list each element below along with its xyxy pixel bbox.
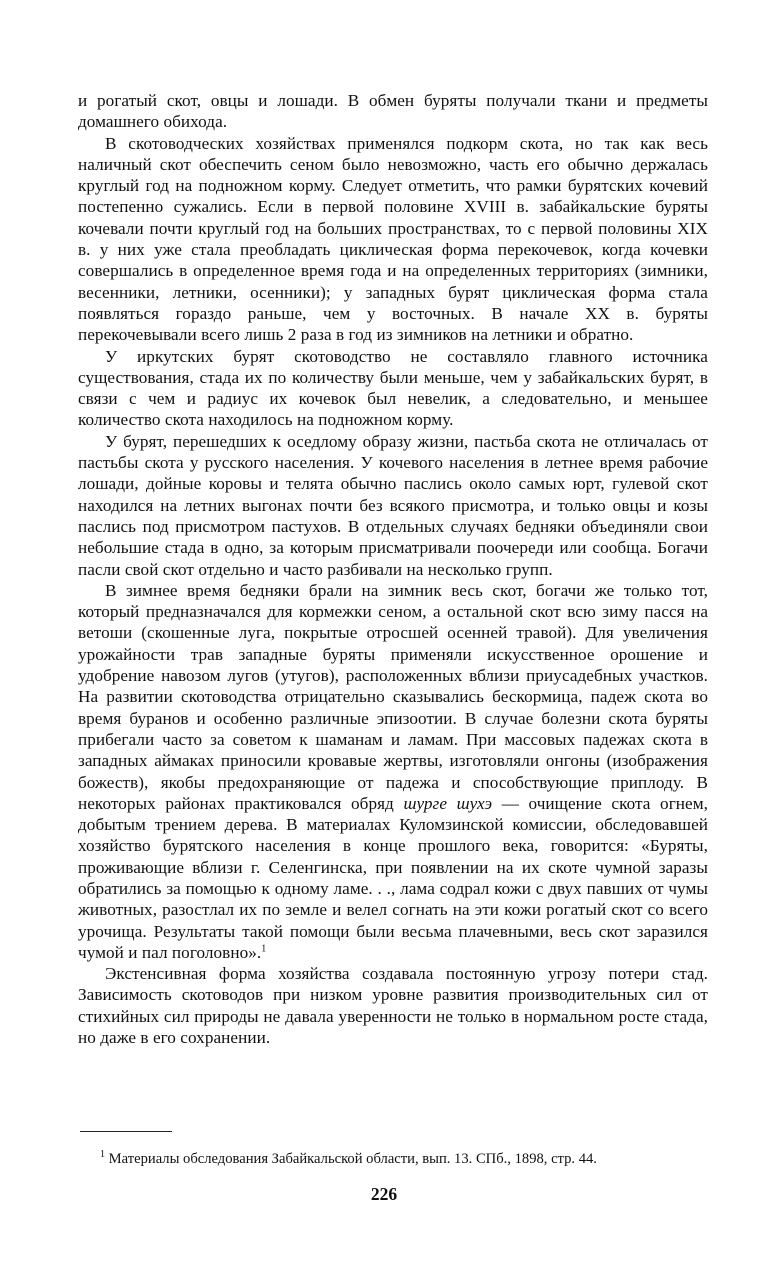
footnote [100,1150,710,1168]
footnote-divider [80,1131,172,1132]
paragraph-6: Экстенсивная форма хозяйства создавала постоянную угрозу потери стад. Зависимость скотоводов при низком уровне развития производительных сил от стихийных сил природы не давала уверенности не только в нормальном росте стада, но даже в его сохранении. [78,964,708,1048]
paragraph-5 [78,580,708,963]
paragraph-1: и рогатый скот, овцы и лошади. В обмен буряты получали ткани и предметы домашнего обихода. [78,91,708,132]
footnote-text: Материалы обследования Забайкальской области, вып. 13. СПб., 1898, стр. 44. [108,1151,597,1167]
paragraph-3: У иркутских бурят скотоводство не составляло главного источника существования, стада их по количеству были меньше, чем у забайкальских бурят, в связи с чем и радиус их кочевок был невелик, а следовательно, и меньшее количество скота находилось на подножном корму. [78,346,708,430]
paragraph-5-text-before: В зимнее время бедняки брали на зимник весь скот, богачи же только тот, который предназначался для кормежки сеном, а остальной скот всю зиму пасся на ветоши (скошенные луга, покрытые отросшей осенней травой). Для увеличения урожайности трав западные буряты применяли искусственное орошение и удобрение навозом лугов (утугов), расположенных вблизи приусадебных участков. На развитии скотоводства отрицательно сказывались бескормица, падеж скота во время буранов и особенно различные эпизоотии. В случае болезни скота буряты прибегали часто за советом к шаманам и ламам. При массовых падежах скота в западных аймаках приносили кровавые жертвы, изготовляли онгоны (изображения божеств), якобы предохраняющие от падежа и способствующие приплоду. В некоторых районах практиковался обряд [78,580,708,813]
paragraph-4: У бурят, перешедших к оседлому образу жизни, пастьба скота не отличалась от пастьбы скота у русского населения. У кочевого населения в летнее время рабочие лошади, дойные коровы и телята обычно паслись около самых юрт, гулевой скот находился на летних выгонах почти без всякого присмотра, и только овцы и козы паслись под присмотром пастухов. В отдельных случаях бедняки объединяли свои небольшие стада в одно, за которым присматривали поочереди или сообща. Богачи пасли свой скот отдельно и часто разбивали на несколько групп. [78,431,708,579]
footnote-reference[interactable]: 1 [261,943,267,955]
ritual-term: шурге шухэ [403,793,493,813]
paragraph-5-text-after: — очищение скота огнем, добытым трением дерева. В материалах Куломзинской комиссии, обследовавшей хозяйство бурятского населения в конце прошлого века, говорится: «Буряты, проживающие вблизи г. Селенгинска, при появлении на их скоте чумной заразы обратились за помощью к одному ламе. . ., лама содрал кожи с двух павших от чумы животных, разостлал их по земле и велел согнать на эти кожи рогатый скот со всего урочища. Результаты такой помощи были весьма плачевными, весь скот заразился чумой и пал поголовно». [78,793,708,962]
body-text [78,90,708,1048]
footnote-mark: 1 [100,1149,105,1161]
page-number: 226 [370,1184,398,1204]
paragraph-2: В скотоводческих хозяйствах применялся подкорм скота, но так как весь наличный скот обеспечить сеном было невозможно, часть его обычно держалась круглый год на подножном корму. Следует отметить, что рамки бурятских кочевий постепенно сужались. Если в первой половине XVIII в. забайкальские буряты кочевали почти круглый год на больших пространствах, то с первой половины XIX в. у них уже стала преобладать циклическая форма перекочевок, когда кочевки совершались в определенное время года и на определенных территориях (зимники, весенники, летники, осенники); у западных бурят циклическая форма стала появляться гораздо раньше, чем у восточных. В начале XX в. буряты перекочевывали всего лишь 2 раза в год из зимников на летники и обратно. [78,133,708,345]
